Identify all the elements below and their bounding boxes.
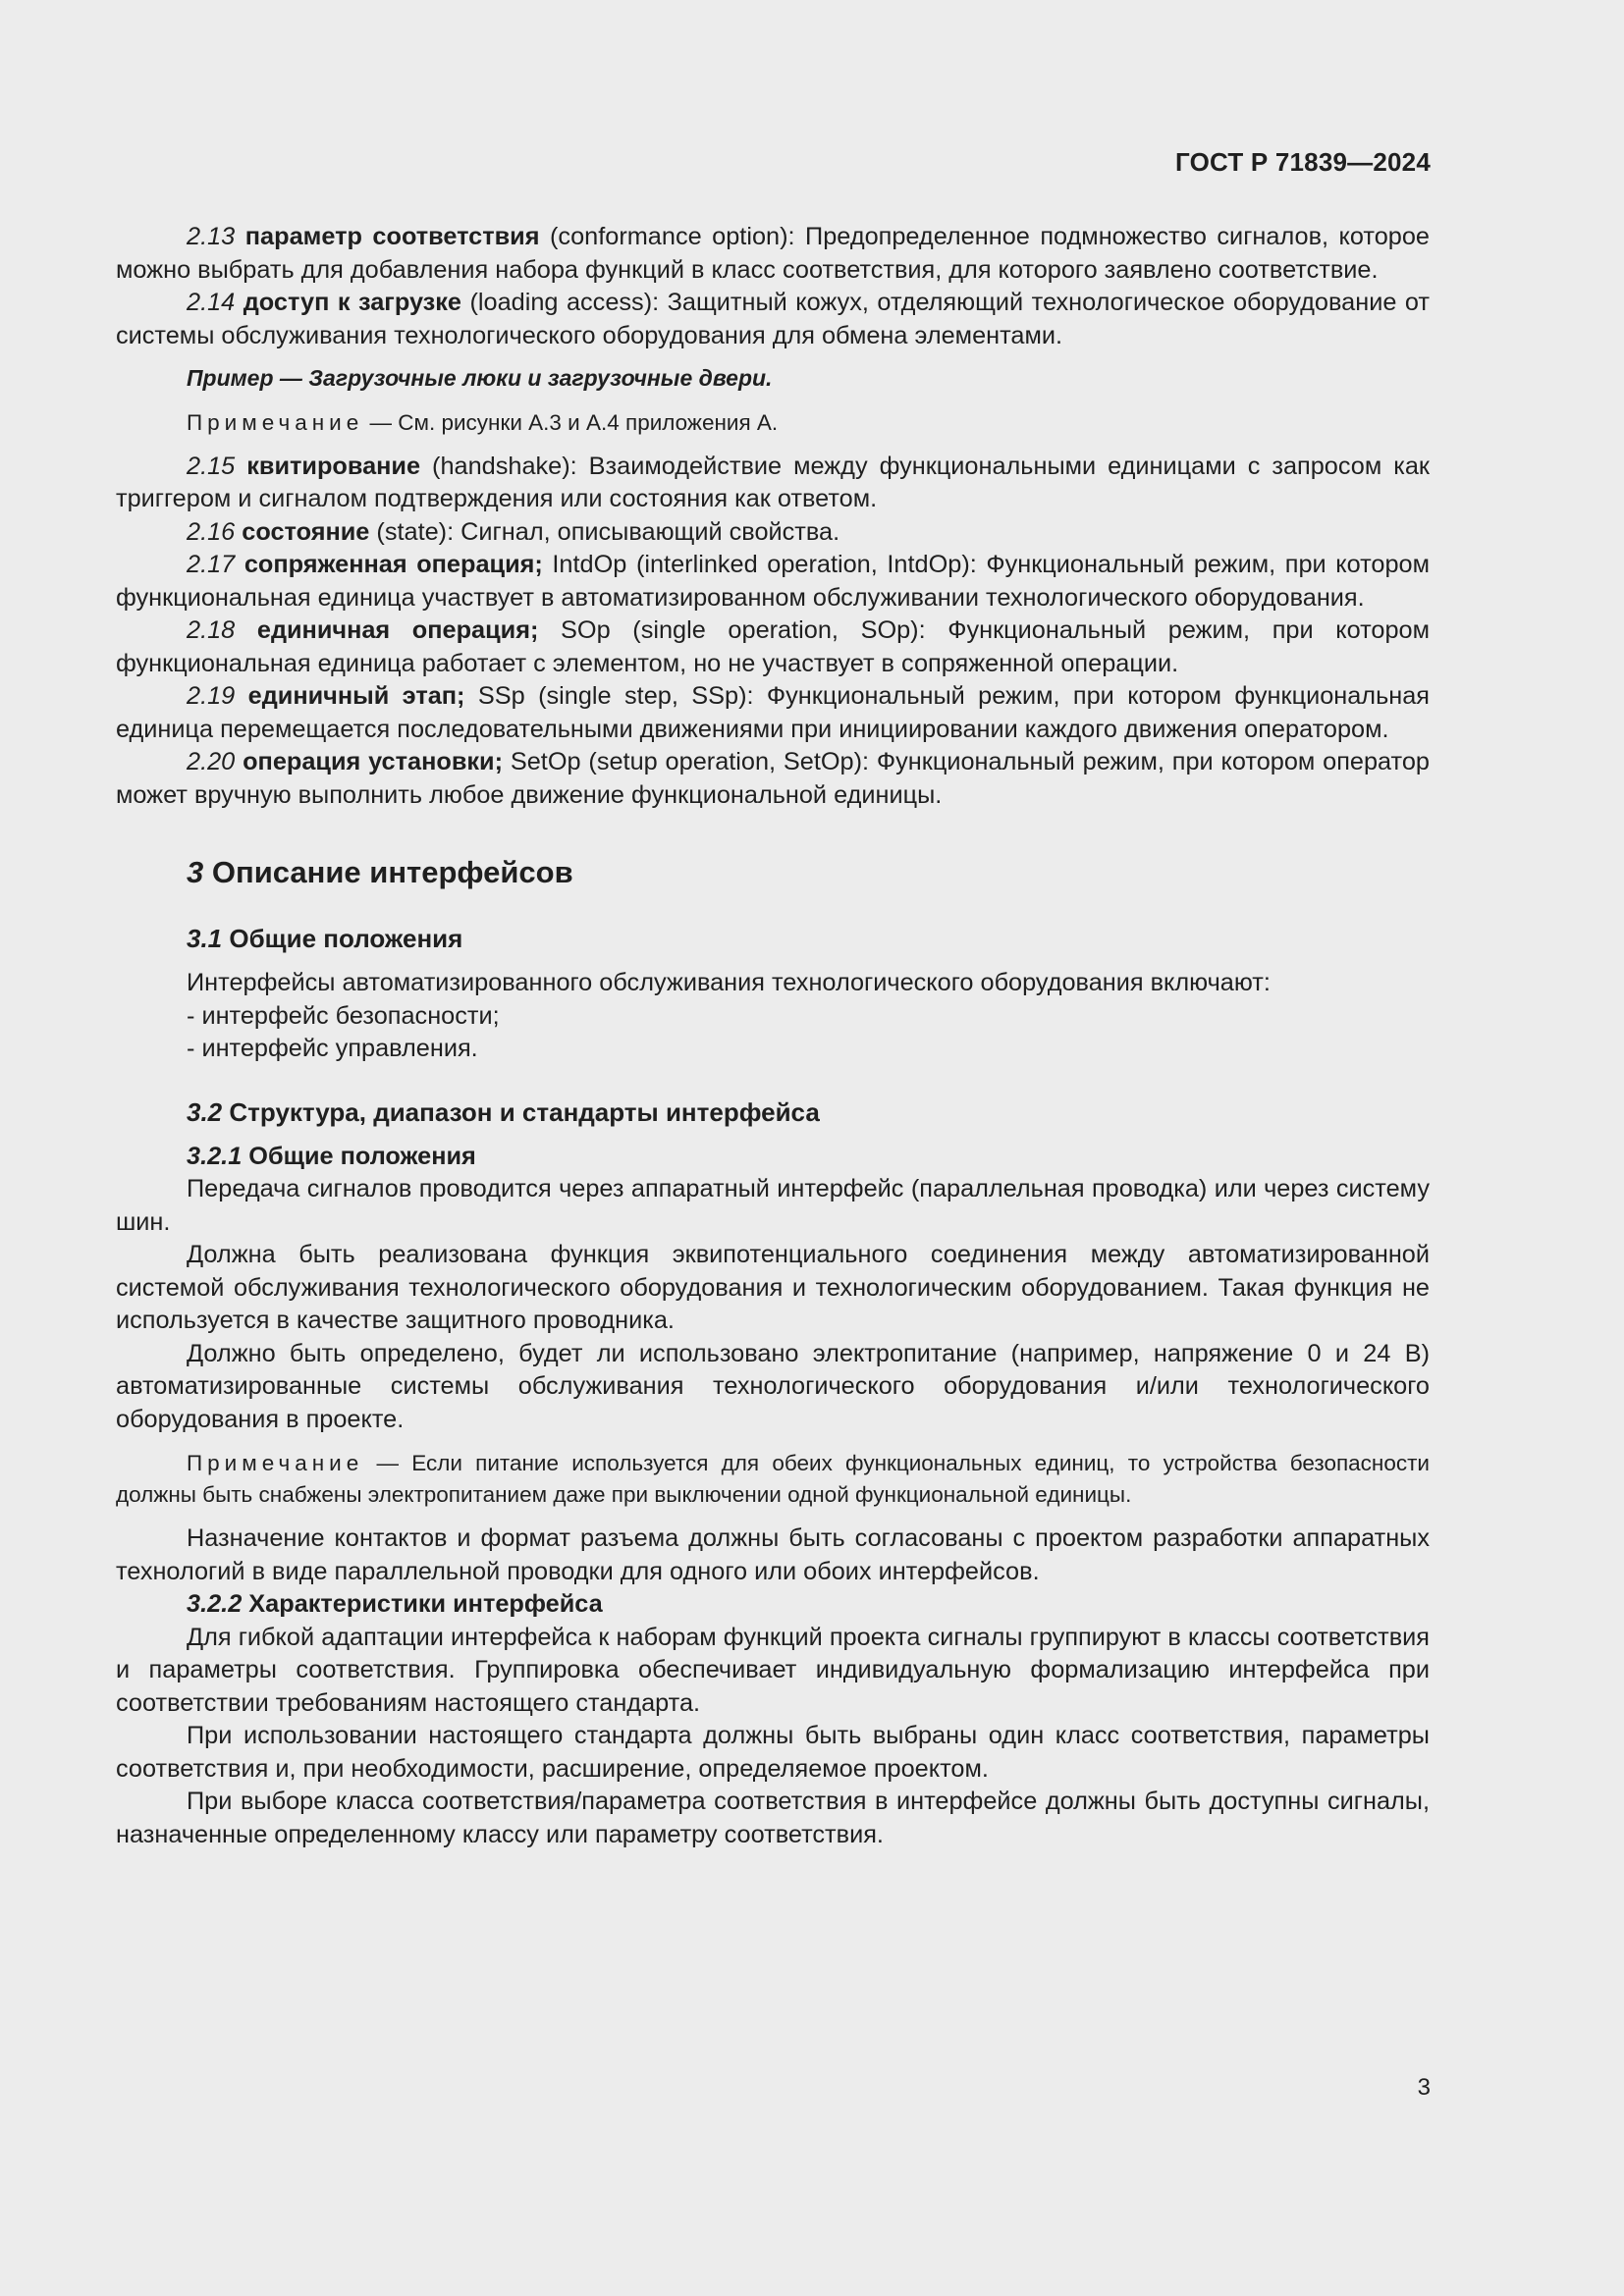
term-name: параметр соответствия	[244, 223, 540, 250]
section-number: 3.1	[187, 924, 223, 953]
term-2-13	[116, 221, 1430, 287]
term-2-18	[116, 614, 1430, 680]
term-number: 2.16	[187, 517, 236, 546]
section-title: Общие положения	[248, 1142, 476, 1170]
section-3-heading	[187, 853, 1430, 892]
term-name: единичный этап;	[247, 682, 465, 710]
term-definition: SetOp (setup operation, SetOp): Функциональный режим, при котором оператор может вручную выполнить любое движение функциональной единицы.	[116, 748, 1430, 809]
term-2-15	[116, 451, 1430, 516]
note-dash: —	[363, 1451, 412, 1475]
note-text: Если питание используется для обеих функциональных единиц, то устройства безопасности должны быть снабжены электропитанием даже при выключении одной функциональной единицы.	[116, 1451, 1430, 1507]
term-definition: (handshake): Взаимодействие между функциональными единицами с запросом как триггером и сигналом подтверждения или состояния как ответом.	[116, 452, 1431, 512]
term-number: 2.19	[187, 682, 236, 710]
section-3-2-1-heading	[187, 1141, 1430, 1174]
paragraph: Передача сигналов проводится через аппаратный интерфейс (параллельная проводка) или через систему шин.	[116, 1175, 1430, 1236]
term-definition: (state): Сигнал, описывающий свойства.	[369, 517, 840, 546]
section-title: Общие положения	[229, 924, 463, 953]
section-3-1-heading	[187, 922, 1430, 955]
section-3-1-intro: Интерфейсы автоматизированного обслуживания технологического оборудования включают:	[187, 969, 1271, 996]
paragraph: Для гибкой адаптации интерфейса к наборам функций проекта сигналы группируют в классы соответствия и параметры соответствия. Группировка обеспечивает индивидуальную формализацию интерфейса при соответствии требованиям настоящего стандарта.	[116, 1623, 1430, 1717]
term-number: 2.13	[187, 223, 236, 250]
page-number: 3	[1417, 2074, 1431, 2101]
term-name: состояние	[242, 517, 370, 546]
section-number: 3	[187, 855, 204, 889]
term-definition: (conformance option): Предопределенное подмножество сигналов, которое можно выбрать для добавления набора функций в класс соответствия, для которого заявлено соответствие.	[116, 223, 1430, 284]
document-body	[116, 221, 1430, 1851]
term-2-16	[116, 516, 1430, 550]
paragraph: Назначение контактов и формат разъема должны быть согласованы с проектом разработки аппаратных технологий в виде параллельной проводки для одного или обоих интерфейсов.	[116, 1524, 1430, 1585]
term-definition: SOp (single operation, SOp): Функциональный режим, при котором функциональная единица работает с элементом, но не участвует в сопряженной операции.	[116, 616, 1430, 677]
standard-code: ГОСТ Р 71839—2024	[1175, 147, 1431, 177]
list-item: - интерфейс безопасности;	[187, 1001, 500, 1030]
term-definition: SSp (single step, SSp): Функциональный режим, при котором функциональная единица перемещается последовательными движениями при инициировании каждого движения оператором.	[116, 682, 1430, 743]
note-3-2-1	[116, 1448, 1430, 1511]
term-2-14	[116, 287, 1430, 352]
note-dash: —	[363, 409, 399, 435]
term-2-19	[116, 680, 1430, 746]
note-label: Примечание	[187, 1451, 364, 1475]
section-title: Структура, диапазон и стандарты интерфейса	[229, 1096, 820, 1127]
note-text: См. рисунки А.3 и А.4 приложения А.	[398, 409, 779, 435]
section-number: 3.2	[187, 1096, 223, 1127]
paragraph: При выборе класса соответствия/параметра соответствия в интерфейсе должны быть доступны сигналы, назначенные определенному классу или параметру соответствия.	[116, 1788, 1430, 1848]
paragraph: При использовании настоящего стандарта должны быть выбраны один класс соответствия, параметры соответствия и, при необходимости, расширение, определяемое проектом.	[116, 1722, 1430, 1783]
term-number: 2.14	[187, 289, 236, 316]
section-title: Характеристики интерфейса	[248, 1590, 603, 1618]
list-item: - интерфейс управления.	[187, 1035, 478, 1062]
term-number: 2.18	[187, 616, 236, 644]
term-name: квитирование	[246, 452, 421, 480]
term-definition: (loading access): Защитный кожух, отделяющий технологическое оборудование от системы обслуживания технологического оборудования для обмена элементами.	[116, 289, 1430, 349]
note-2-14	[116, 407, 1430, 439]
term-number: 2.17	[187, 551, 236, 578]
term-name: доступ к загрузке	[243, 289, 461, 316]
section-title: Описание интерфейсов	[211, 855, 573, 889]
section-3-2-2-heading	[187, 1588, 1430, 1622]
paragraph: Должна быть реализована функция эквипотенциального соединения между автоматизированной системой обслуживания технологического оборудования и технологическим оборудованием. Такая функция не используется в качестве защитного проводника.	[116, 1241, 1430, 1334]
term-2-20	[116, 746, 1430, 812]
example-2-14: Пример — Загрузочные люки и загрузочные двери.	[187, 365, 773, 391]
paragraph: Должно быть определено, будет ли использовано электропитание (например, напряжение 0 и 24 В) автоматизированные системы обслуживания технологического оборудования и/или технологического оборудования в проекте.	[116, 1339, 1430, 1433]
term-name: сопряженная операция;	[244, 551, 543, 578]
term-definition: IntdOp (interlinked operation, IntdOp): Функциональный режим, при котором функциональная единица участвует в автоматизированном обслуживании технологического оборудования.	[116, 551, 1430, 612]
section-3-2-heading	[187, 1095, 1430, 1129]
term-number: 2.15	[187, 452, 236, 480]
term-number: 2.20	[187, 748, 236, 775]
term-name: операция установки;	[243, 748, 504, 775]
section-number: 3.2.1	[187, 1142, 243, 1170]
term-2-17	[116, 549, 1430, 614]
note-label: Примечание	[187, 409, 364, 435]
section-number: 3.2.2	[187, 1590, 243, 1618]
term-name: единичная операция;	[256, 616, 539, 644]
